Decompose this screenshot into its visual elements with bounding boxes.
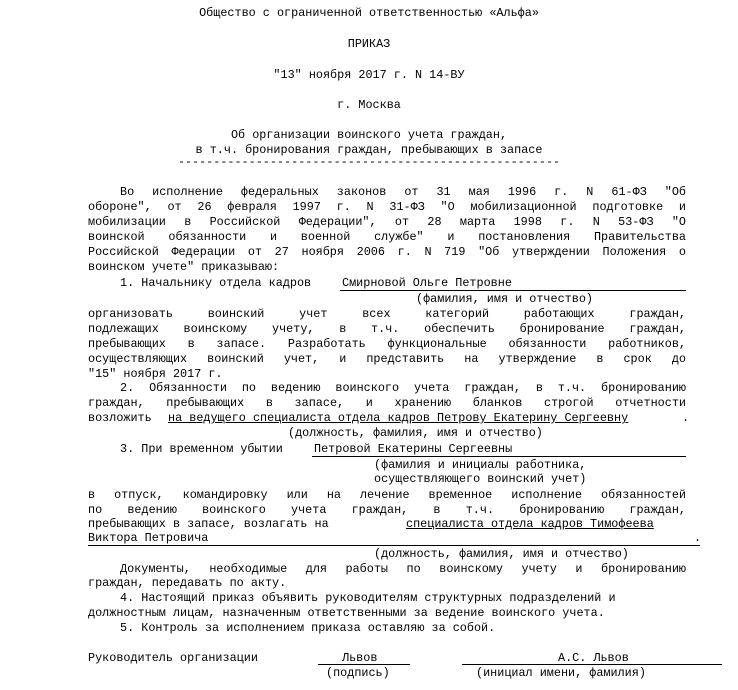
item1-line: подлежащих воинскому учету, в т.ч. обеспечить бронирование граждан, [88,322,686,336]
signature-sign-underline [318,664,410,665]
signature-label: Руководитель организации [88,651,258,665]
item1-prefix: 1. Начальнику отдела кадров [120,276,312,290]
item4-line: 4. Настоящий приказ объявить руководителям структурных подразделений и [120,591,616,605]
item2-line: 2. Обязанности по ведению воинского учета граждан, в т.ч. бронированию [120,381,686,395]
item3-line: в отпуск, командировку или на лечение временное исполнение обязанностей [88,488,686,502]
item1-line: осуществляющих воинский учет, и представить на утверждение в срок до [88,352,686,366]
item3-caption-1: (фамилия и инициалы работника, [374,458,587,472]
documents-line: граждан, передавать по акту. [88,576,287,590]
item1-line: организовать воинский учет всех категорий работающих граждан, [88,307,686,321]
subject-line-1: Об организации воинского учета граждан, [230,128,508,142]
city: г. Москва [337,98,401,112]
intro-line: Российской Федерации от 27 ноября 2006 г. N 719 "Об утверждении Положения о [88,245,686,259]
item1-line: пребывающих в запасе. Разработать функциональные обязанности работников, [88,337,686,351]
item4-line: должностным лицам, назначенным ответственными за ведение воинского учета. [88,606,605,620]
item2-prefix: возложить [88,411,152,425]
item3-assignee-2: Виктора Петровича [88,531,209,545]
item3-caption-2: осуществляющего воинский учет) [374,472,587,486]
item1-name: Смирновой Ольге Петровне [342,276,512,290]
item3-name-underline [312,456,686,457]
intro-line: воинской обязанности и военной службе" и постановления Правительства [88,230,686,244]
intro-line: обороне", от 26 февраля 1997 г. N 31-ФЗ "О мобилизационной подготовке и [88,200,686,214]
documents-line: Документы, необходимые для работы по воинскому учету и бронированию [120,562,686,576]
signature-name: А.С. Львов [558,651,629,665]
subject-dash-line: ------------------------------------------------------ [177,155,561,169]
item3-prefix-2: пребывающих в запасе, возлагать на [88,517,329,531]
item1-caption: (фамилия, имя и отчество) [416,292,593,306]
item3-prefix: 3. При временном убытии [120,442,283,456]
organization-name: Общество с ограниченной ответственностью «Альфа» [199,6,539,20]
item3-assignee-1: специалиста отдела кадров Тимофеева [406,517,654,531]
item5-line: 5. Контроль за исполнением приказа оставляю за собой. [120,621,496,635]
intro-line: воинском учете" приказываю: [88,260,280,274]
item1-name-underline [340,290,686,291]
item3-line: по ведению воинского учета граждан, в т.ч. бронированию граждан, [88,503,686,517]
item3-caption: (должность, фамилия, имя и отчество) [374,547,629,561]
signature-sign-caption: (подпись) [326,666,390,680]
item3-assignee-underline [88,545,700,546]
item3-name: Петровой Екатерины Сергеевны [314,442,513,456]
signature-name-underline [462,664,722,665]
intro-line: мобилизации в Российской Федерации", от 28 марта 1998 г. N 53-ФЗ "О [88,215,686,229]
item2-assignee: на ведущего специалиста отдела кадров Петрову Екатерину Сергеевну [168,411,629,425]
item2-caption: (должность, фамилия, имя и отчество) [288,426,543,440]
document-title: ПРИКАЗ [347,37,391,51]
intro-line: Во исполнение федеральных законов от 31 мая 1996 г. N 61-ФЗ "Об [120,185,686,199]
signature-name-caption: (инициал имени, фамилия) [476,666,646,680]
item2-line: граждан, пребывающих в запасе, и хранению бланков строгой отчетности [88,396,686,410]
signature-sign: Львов [342,651,378,665]
subject-line-2: в т.ч. бронирования граждан, пребывающих в запасе [195,143,543,157]
item1-deadline: "15" ноября 2017 г. [88,367,223,381]
order-date-number: "13" ноября 2017 г. N 14-ВУ [273,68,465,82]
